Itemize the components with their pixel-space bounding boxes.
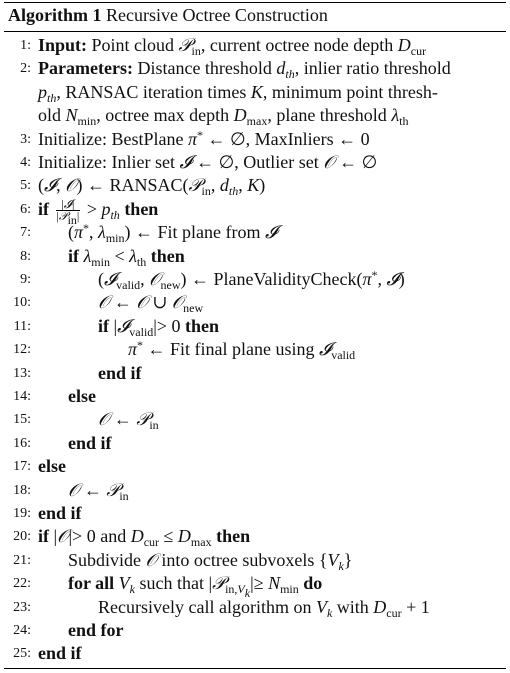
line-text: $p_{th}$, RANSAC iteration times K, minimum point thresh- <box>38 81 438 105</box>
line-number: 19: <box>13 506 31 521</box>
line-text: old $N_{min}$, octree max depth $D_{max}$, plane threshold $\lambda_{th}$ <box>38 105 409 129</box>
line-number: 3: <box>20 131 31 147</box>
bottom-rule <box>4 668 506 669</box>
line-number: 17: <box>13 459 31 475</box>
line-number: 13: <box>13 365 31 381</box>
line-text: 𝒪 ← 𝒫$_{in}$ <box>98 409 159 433</box>
line-number: 23: <box>13 599 31 615</box>
line-number: 8: <box>20 248 31 264</box>
line-text: end if <box>38 643 82 664</box>
line-text: Recursively call algorithm on $V_k$ with $D_{cur} + 1$ <box>98 596 430 620</box>
line-number: 14: <box>13 389 31 404</box>
line-text: if $\lambda_{min} < \lambda_{th}$ then <box>68 245 185 269</box>
line-text: 𝒪 ← 𝒪 ∪ 𝒪$_{new}$ <box>98 292 204 316</box>
line-text: Input: Point cloud 𝒫$_{in}$, current octree node depth $D_{cur}$ <box>38 35 427 58</box>
line-number: 10: <box>13 295 31 311</box>
line-text: (𝓘, 𝒪) ← RANSAC(𝒫$_{in}$, $d_{th}$, K) <box>38 175 266 199</box>
line-number: 2: <box>20 61 31 77</box>
line-text: π* ← Fit final plane using 𝓘$_{valid}$ <box>128 338 356 363</box>
line-text: if |𝒪|> 0 and $D_{cur} \le D_{max}$ then <box>38 526 251 550</box>
line-number: 7: <box>20 225 31 241</box>
line-number: 22: <box>13 576 31 592</box>
line-number: 20: <box>13 529 31 545</box>
line-text: (π*, $\lambda_{min}$) ← Fit plane from 𝓘 <box>68 221 278 246</box>
line-text: else <box>68 386 96 406</box>
line-number: 12: <box>13 342 31 358</box>
line-number: 15: <box>13 412 31 428</box>
line-text: Parameters: Distance threshold $d_{th}$, inlier ratio threshold <box>38 58 451 82</box>
line-text: if $\frac{\text{|𝓘|}}{|𝒫_{in}|}$ > $p_{th}$ then <box>38 197 159 228</box>
algorithm-caption <box>8 4 328 26</box>
caption-rule <box>4 31 506 32</box>
line-number: 5: <box>20 178 31 194</box>
line-text: end for <box>68 620 124 640</box>
line-text: else <box>38 456 66 477</box>
line-text: end if <box>68 432 112 453</box>
algorithm-label: Algorithm 1 <box>8 5 102 25</box>
line-number: 6: <box>20 201 31 217</box>
line-number: 11: <box>13 318 31 334</box>
line-number: 9: <box>20 272 31 287</box>
line-number: 21: <box>13 552 31 568</box>
line-text: Initialize: Inlier set 𝓘 ← ∅, Outlier set 𝒪 ← ∅ <box>38 152 378 172</box>
line-text: for all $V_k$ such that |𝒫$_{in,V_k}$|≥ $N_{min}$ do <box>68 573 323 601</box>
line-text: end if <box>98 362 142 383</box>
line-text: (𝓘$_{valid}$, 𝒪$_{new}$) ← PlaneValidityCheck(π*, 𝓘) <box>98 268 405 292</box>
line-text: Subdivide 𝒪 into octree subvoxels $\{V_k\}$ <box>68 549 353 573</box>
line-text: end if <box>38 503 82 523</box>
top-rule <box>4 2 506 3</box>
line-text: 𝒪 ← 𝒫$_{in}$ <box>68 479 129 503</box>
line-number: 18: <box>13 482 31 498</box>
algorithm-title: Recursive Octree Construction <box>106 5 328 25</box>
line-text: if |𝓘$_{valid}$|> 0 then <box>98 315 220 339</box>
line-number: 4: <box>20 155 31 170</box>
line-text: Initialize: BestPlane π* ← ∅, MaxInliers ← 0 <box>38 127 370 149</box>
line-number: 24: <box>13 623 31 638</box>
line-number: 25: <box>13 646 31 662</box>
line-number: 1: <box>20 38 31 53</box>
line-number: 16: <box>13 435 31 451</box>
